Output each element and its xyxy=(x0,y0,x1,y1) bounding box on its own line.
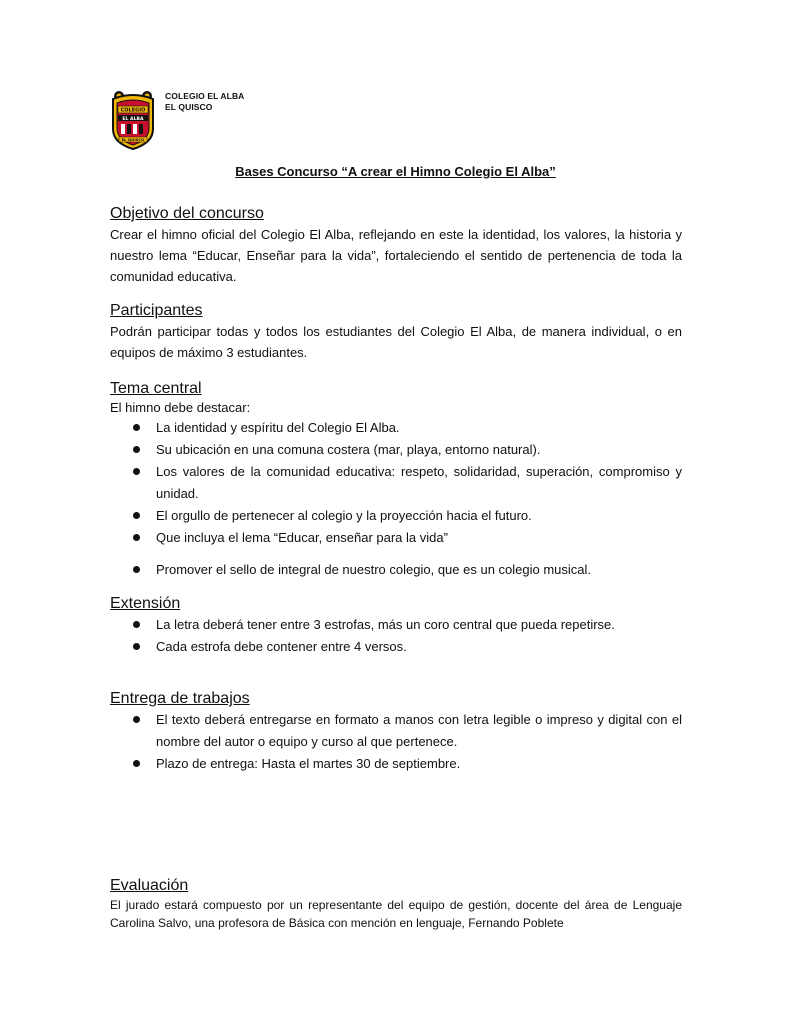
section-text-participantes: Podrán participar todas y todos los estudiantes del Colegio El Alba, de manera individual, o en equipos de máximo 3 estudiantes. xyxy=(110,324,682,360)
section-entrega xyxy=(110,689,682,775)
section-text-evaluacion: El jurado estará compuesto por un representante del equipo de gestión, docente del área de Lenguaje Carolina Salvo, una profesora de Básica con mención en lenguaje, Fernando Poblete xyxy=(110,898,682,930)
school-name-line-2: EL QUISCO xyxy=(165,102,213,112)
list-item xyxy=(110,505,682,527)
bullet-icon xyxy=(133,446,140,453)
section-heading-evaluacion: Evaluación xyxy=(110,877,189,894)
bullet-icon xyxy=(133,621,140,628)
section-evaluacion xyxy=(110,876,682,932)
list-item xyxy=(110,417,682,439)
list-item-text: Su ubicación en una comuna costera (mar, playa, entorno natural). xyxy=(156,442,541,457)
bullet-icon xyxy=(133,534,140,541)
list-item xyxy=(110,527,682,549)
list-item-text: Que incluya el lema “Educar, enseñar para la vida” xyxy=(156,530,448,545)
bullet-icon xyxy=(133,760,140,767)
list-item xyxy=(110,461,682,505)
list-item xyxy=(110,439,682,461)
list-item-text: Promover el sello de integral de nuestro colegio, que es un colegio musical. xyxy=(156,562,592,577)
list-item-text: La identidad y espíritu del Colegio El Alba. xyxy=(156,420,400,435)
bullet-icon xyxy=(133,716,140,723)
extension-bullet-list xyxy=(110,614,682,658)
section-heading-extension: Extensión xyxy=(110,595,181,612)
section-objetivo xyxy=(110,204,682,287)
list-item-text: El orgullo de pertenecer al colegio y la proyección hacia el futuro. xyxy=(156,508,532,523)
list-item-text: Plazo de entrega: Hasta el martes 30 de septiembre. xyxy=(156,756,461,771)
bullet-icon xyxy=(133,566,140,573)
bullet-icon xyxy=(133,512,140,519)
svg-text:EL ALBA: EL ALBA xyxy=(122,116,144,122)
section-heading-participantes: Participantes xyxy=(110,302,203,319)
tema-bullet-list xyxy=(110,417,682,581)
list-item xyxy=(110,559,682,581)
section-participantes xyxy=(110,301,682,363)
svg-text:COLEGIO: COLEGIO xyxy=(120,107,146,114)
list-item-text: La letra deberá tener entre 3 estrofas, más un coro central que pueda repetirse. xyxy=(156,617,615,632)
bullet-icon xyxy=(133,643,140,650)
list-item-text: Cada estrofa debe contener entre 4 versos. xyxy=(156,639,407,654)
section-text-objetivo: Crear el himno oficial del Colegio El Alba, reflejando en este la identidad, los valores, la historia y nuestro lema “Educar, Enseñar para la vida”, fortaleciendo el sentido de pertenencia de toda la comunidad educativa. xyxy=(110,227,682,284)
entrega-bullet-list xyxy=(110,709,682,775)
section-tema-central xyxy=(110,379,682,581)
school-name-header xyxy=(165,91,244,113)
school-crest-logo xyxy=(109,89,157,151)
document-title: Bases Concurso “A crear el Himno Colegio El Alba” xyxy=(235,164,556,179)
list-item xyxy=(110,709,682,753)
list-item-text: El texto deberá entregarse en formato a manos con letra legible o impreso y digital con el nombre del autor o equipo y curso al que pertenece. xyxy=(156,712,682,749)
section-intro-tema: El himno debe destacar: xyxy=(110,400,251,415)
list-item xyxy=(110,636,682,658)
list-item-text: Los valores de la comunidad educativa: respeto, solidaridad, superación, compromiso y unidad. xyxy=(156,464,682,501)
bullet-icon xyxy=(133,424,140,431)
svg-text:EL QUISCO: EL QUISCO xyxy=(121,137,145,142)
section-heading-entrega: Entrega de trabajos xyxy=(110,690,250,707)
section-extension xyxy=(110,594,682,658)
section-heading-objetivo: Objetivo del concurso xyxy=(110,205,264,222)
bullet-icon xyxy=(133,468,140,475)
list-item xyxy=(110,614,682,636)
list-item xyxy=(110,753,682,775)
school-name-line-1: COLEGIO EL ALBA xyxy=(165,91,245,101)
section-heading-tema: Tema central xyxy=(110,380,202,397)
